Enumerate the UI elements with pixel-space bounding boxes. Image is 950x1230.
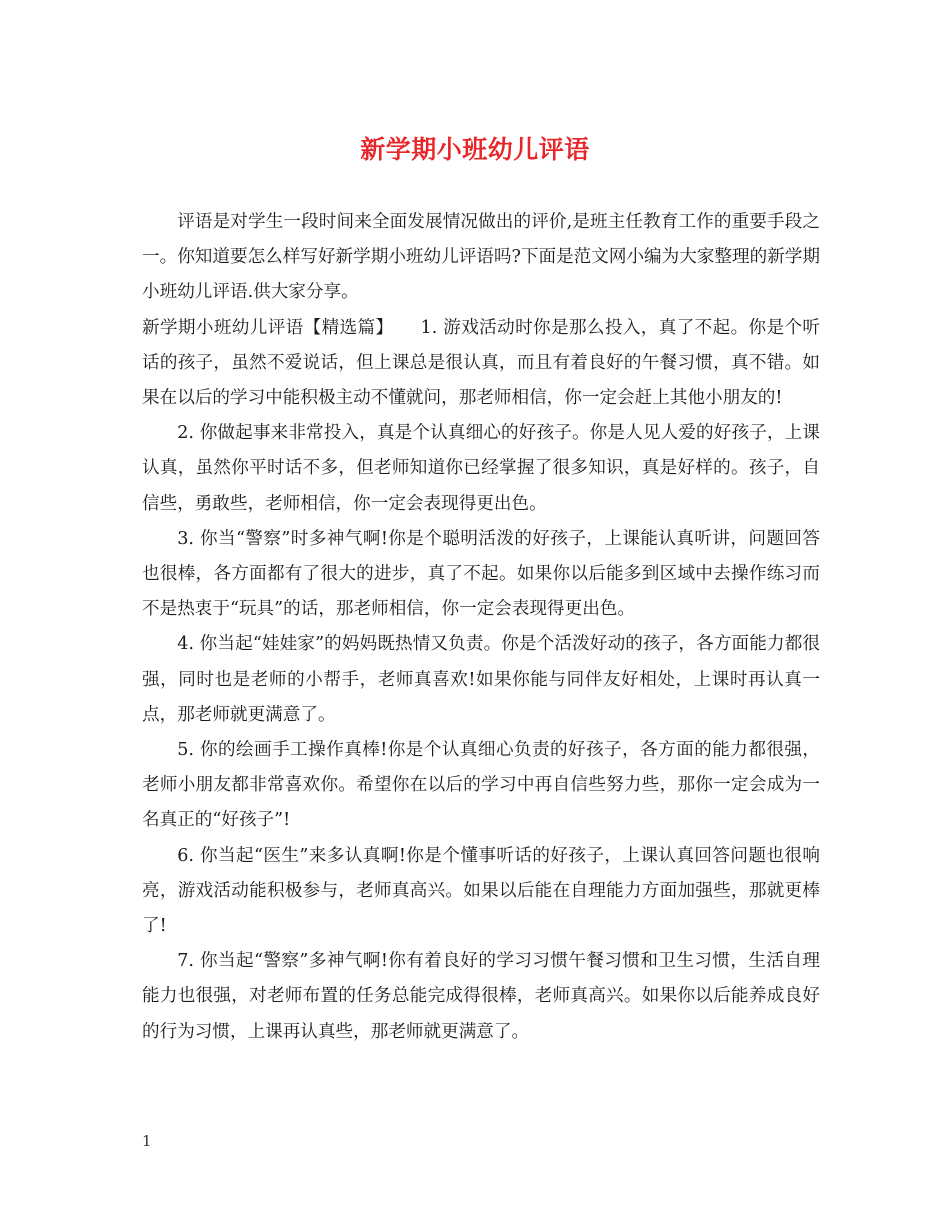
comment-item-2: 2. 你做起事来非常投入，真是个认真细心的好孩子。你是人见人爱的好孩子，上课认真，虽然你平时话不多，但老师知道你已经掌握了很多知识，真是好样的。孩子，自信些，勇敢些，老师相信，你一定会表现得更出色。 [142, 423, 820, 514]
page-number: 1 [142, 1132, 152, 1150]
comment-item-6: 6. 你当起“医生”来多认真啊!你是个懂事听话的好孩子，上课认真回答问题也很响亮，游戏活动能积极参与，老师真高兴。如果以后能在自理能力方面加强些，那就更棒了! [142, 845, 820, 937]
comment-item-4: 4. 你当起“娃娃家”的妈妈既热情又负责。你是个活泼好动的孩子，各方面能力都很强，同时也是老师的小帮手，老师真喜欢!如果你能与同伴友好相处，上课时再认真一点，那老师就更满意了。 [142, 634, 820, 725]
comment-item-5: 5. 你的绘画手工操作真棒!你是个认真细心负责的好孩子，各方面的能力都很强，老师小朋友都非常喜欢你。希望你在以后的学习中再自信些努力些，那你一定会成为一名真正的“好孩子”! [142, 740, 820, 831]
document-title: 新学期小班幼儿评语 [360, 135, 590, 164]
comment-item-7: 7. 你当起“警察”多神气啊!你有着良好的学习习惯午餐习惯和卫生习惯，生活自理能力也很强，对老师布置的任务总能完成得很棒，老师真高兴。如果你以后能养成良好的行为习惯，上课再认真些，那老师就更满意了。 [142, 951, 820, 1042]
intro-paragraph: 评语是对学生一段时间来全面发展情况做出的评价,是班主任教育工作的重要手段之一。你知道要怎么样写好新学期小班幼儿评语吗?下面是范文网小编为大家整理的新学期小班幼儿评语.供大家分享。 [142, 212, 820, 303]
document-body [142, 205, 820, 1050]
section-heading-paragraph: 新学期小班幼儿评语【精选篇】 1. 游戏活动时你是那么投入，真了不起。你是个听话的孩子，虽然不爱说话，但上课总是很认真，而且有着良好的午餐习惯，真不错。如果在以后的学习中能积极主动不懂就问，那老师相信，你一定会赶上其他小朋友的! [142, 317, 820, 409]
comment-item-3: 3. 你当“警察”时多神气啊!你是个聪明活泼的好孩子，上课能认真听讲，问题回答也很棒，各方面都有了很大的进步，真了不起。如果你以后能多到区域中去操作练习而不是热衷于“玩具”的话，那老师相信，你一定会表现得更出色。 [142, 528, 820, 620]
